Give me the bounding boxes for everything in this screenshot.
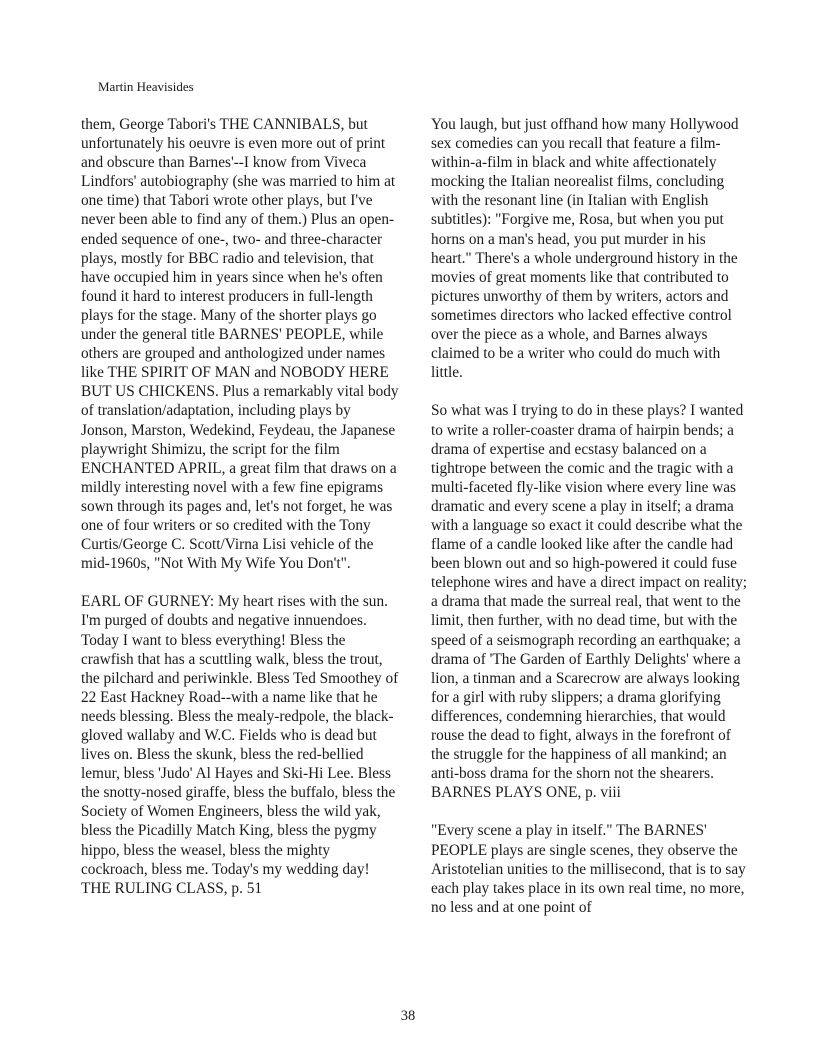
right-paragraph-3: "Every scene a play in itself." The BARNES' PEOPLE plays are single scenes, they observe the Aristotelian unities to the millisecond, that is to say each play takes place in its own real time, no more, no less and at one point of xyxy=(431,822,746,916)
right-paragraph-1: You laugh, but just offhand how many Hollywood sex comedies can you recall that feature a film-within-a-film in black and white affectionately mocking the Italian neorealist films, concluding with the resonant line (in Italian with English subtitles): "Forgive me, Rosa, but when you put horns on a man's head, you put murder in his heart." There's a whole underground history in the movies of great moments like that contributed to pictures unworthy of them by writers, actors and sometimes directors who lacked effective control over the piece as a whole, and Barnes always claimed to be a writer who could do much with little. xyxy=(431,116,739,382)
page-number: 38 xyxy=(400,1008,416,1024)
left-paragraph-1: them, George Tabori's THE CANNIBALS, but unfortunately his oeuvre is even more out of print and obscure than Barnes'--I know from Viveca Lindfors' autobiography (she was married to him at one time) that Tabori wrote other plays, but I've never been able to find any of them.) Plus an open-ended sequence of one-, two- and three-character plays, mostly for BBC radio and television, that have occupied him in years since when he's often found it hard to interest producers in full-length plays for the stage. Many of the shorter plays go under the general title BARNES' PEOPLE, while others are grouped and anthologized under names like THE SPIRIT OF MAN and NOBODY HERE BUT US CHICKENS. Plus a remarkably vital body of translation/adaptation, including plays by Jonson, Marston, Wedekind, Feydeau, the Japanese playwright Shimizu, the script for the film ENCHANTED APRIL, a great film that draws on a mildly interesting novel with a few fine epigrams sown through its pages and, let's not forget, he was one of four writers or so credited with the Tony Curtis/George C. Scott/Virna Lisi vehicle of the mid-1960s, "Not With My Wife You Don't". xyxy=(81,116,399,573)
right-paragraph-2-quote: So what was I trying to do in these plays? I wanted to write a roller-coaster drama of hairpin bends; a drama of expertise and ecstasy balanced on a tightrope between the comic and the tragic with a multi-faceted fly-like vision where every line was dramatic and every scene a play in itself; a drama with a language so exact it could describe what the flame of a candle looked like after the candle had been blown out and so high-powered it could fuse telephone wires and have a direct impact on reality; a drama that made the surreal real, that went to the limit, then further, with no dead time, but with the speed of a seismograph recording an earthquake; a drama of 'The Garden of Earthly Delights' where a lion, a tinman and a Scarecrow are always looking for a girl with ruby slippers; a drama glorifying differences, condemning hierarchies, that would rouse the dead to fight, always in the forefront of the struggle for the happiness of all mankind; an anti-boss drama for the shorn not the shearers. BARNES PLAYS ONE, p. viii xyxy=(431,402,748,802)
left-column xyxy=(81,115,399,898)
left-paragraph-2-quote: EARL OF GURNEY: My heart rises with the sun. I'm purged of doubts and negative innuendoes. Today I want to bless everything! Bless the crawfish that has a scuttling walk, bless the trout, the pilchard and periwinkle. Bless Ted Smoothey of 22 East Hackney Road--with a name like that he needs blessing. Bless the mealy-redpole, the black-gloved wallaby and W.C. Fields who is dead but lives on. Bless the skunk, bless the red-bellied lemur, bless 'Judo' Al Hayes and Ski-Hi Lee. Bless the snotty-nosed giraffe, bless the buffalo, bless the Society of Women Engineers, bless the wild yak, bless the Picadilly Match King, bless the pygmy hippo, bless the weasel, bless the mighty cockroach, bless me. Today's my wedding day! THE RULING CLASS, p. 51 xyxy=(81,593,399,897)
running-header: Martin Heavisides xyxy=(98,79,194,94)
right-column xyxy=(431,115,749,917)
